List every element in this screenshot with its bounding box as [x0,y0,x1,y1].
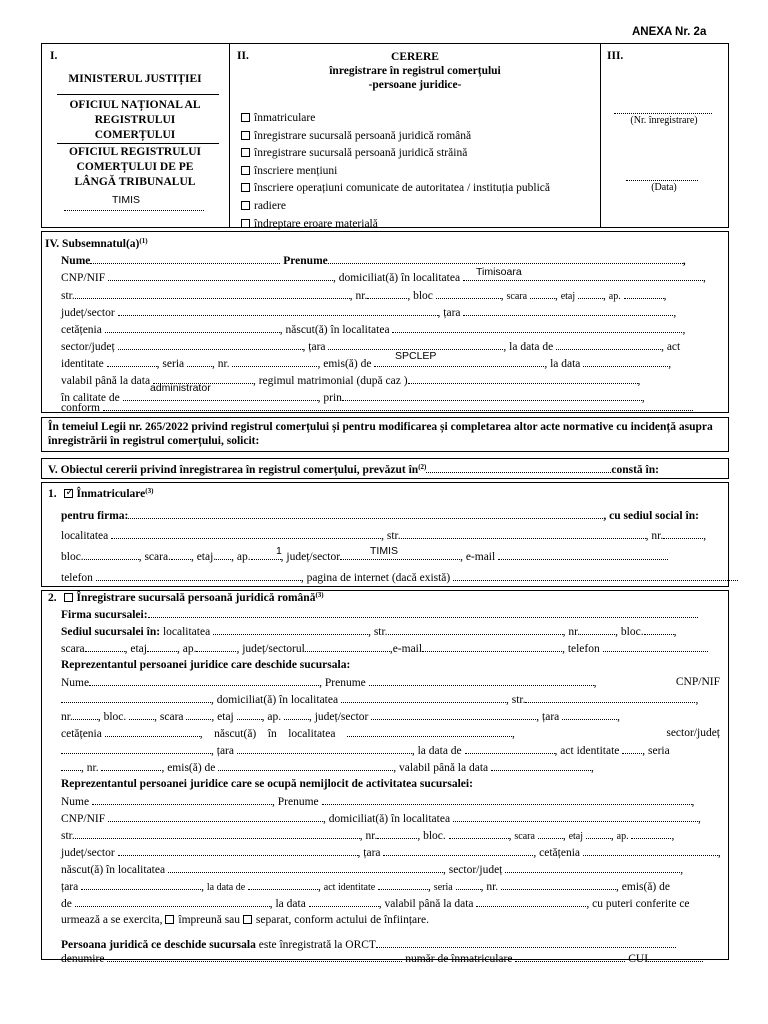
reg-number-label: (Nr. înregistrare) [630,115,698,126]
item1-title: 1. ✓ Înmatriculare$^{(3)}$ [48,487,154,500]
localitate-value: Timisoara [476,266,522,278]
orct-name: OFICIUL REGISTRULUI COMERȚULUI DE PE LÂNGĂ TRIBUNALUL [69,146,201,188]
date-field[interactable] [626,172,698,181]
separat-checkbox[interactable] [243,915,252,924]
checkbox[interactable] [241,113,250,122]
date-label: (Data) [651,182,677,193]
checkbox[interactable] [241,131,250,140]
legal-basis-text: În temeiul Legii nr. 265/2022 privind registrul comerțului și pentru modificarea și completarea altor acte normative cu incidență asupra înregistrării în registrul comerțului, solicit: [48,421,713,447]
col3-number: III. [607,50,624,62]
option-inmatriculare[interactable]: înmatriculare [241,110,550,128]
section-v-title: V. Obiectul cererii privind înregistrarea în registrul comerțului, prevăzut $în^{(2)}$ constă în: [48,463,659,476]
option-mentiuni[interactable]: înscriere mențiuni [241,163,550,181]
request-type-options [241,110,550,233]
onrc-name: OFICIUL NAȚIONAL AL REGISTRULUI COMERȚULUI [69,99,201,141]
col2-number: II. [237,50,249,62]
checkbox[interactable] [241,183,250,192]
checkbox[interactable] [241,148,250,157]
checkbox[interactable] [241,201,250,210]
col1-number: I. [50,50,58,62]
judet-value: TIMIS [370,545,398,557]
item2-title: 2. Înregistrare sucursală persoană juridică română$^{(3)}$ [48,591,324,604]
request-title: CERERE înregistrare în registrul comerțului -persoane juridice- [329,51,501,91]
reg-number-field[interactable] [614,105,712,114]
rep2-title: Reprezentantul persoanei juridice care se ocupă nemijlocit de activitatea sucursalei: [61,778,473,790]
checkbox[interactable] [241,219,250,228]
impreuna-checkbox[interactable] [165,915,174,924]
option-eroare[interactable]: îndreptare eroare materială [241,216,550,234]
option-operatiuni[interactable]: înscriere operațiuni comunicate de autoritatea / instituția publică [241,180,550,198]
sucursala-checkbox[interactable] [64,593,73,602]
rep1-title: Reprezentantul persoanei juridice care deschide sucursala: [61,659,351,671]
emitent-value: SPCLEP [395,350,437,362]
ministry-name: MINISTERUL JUSTIȚIEI [68,73,202,85]
tribunal-value: TIMIS [112,194,140,206]
option-sucursala-straina[interactable]: înregistrare sucursală persoană juridică străină [241,145,550,163]
section-iv-title: IV. $Subsemnatul(a)^{(1)}$ [45,237,148,250]
inmatriculare-checkbox[interactable]: ✓ [65,487,74,498]
calitate-value: administrator [150,382,211,394]
option-radiere[interactable]: radiere [241,198,550,216]
annex-label: ANEXA Nr. 2a [632,26,707,38]
checkbox[interactable] [241,166,250,175]
ap-value: 1 [276,545,282,557]
option-sucursala-romana[interactable]: înregistrare sucursală persoană juridică română [241,128,550,146]
